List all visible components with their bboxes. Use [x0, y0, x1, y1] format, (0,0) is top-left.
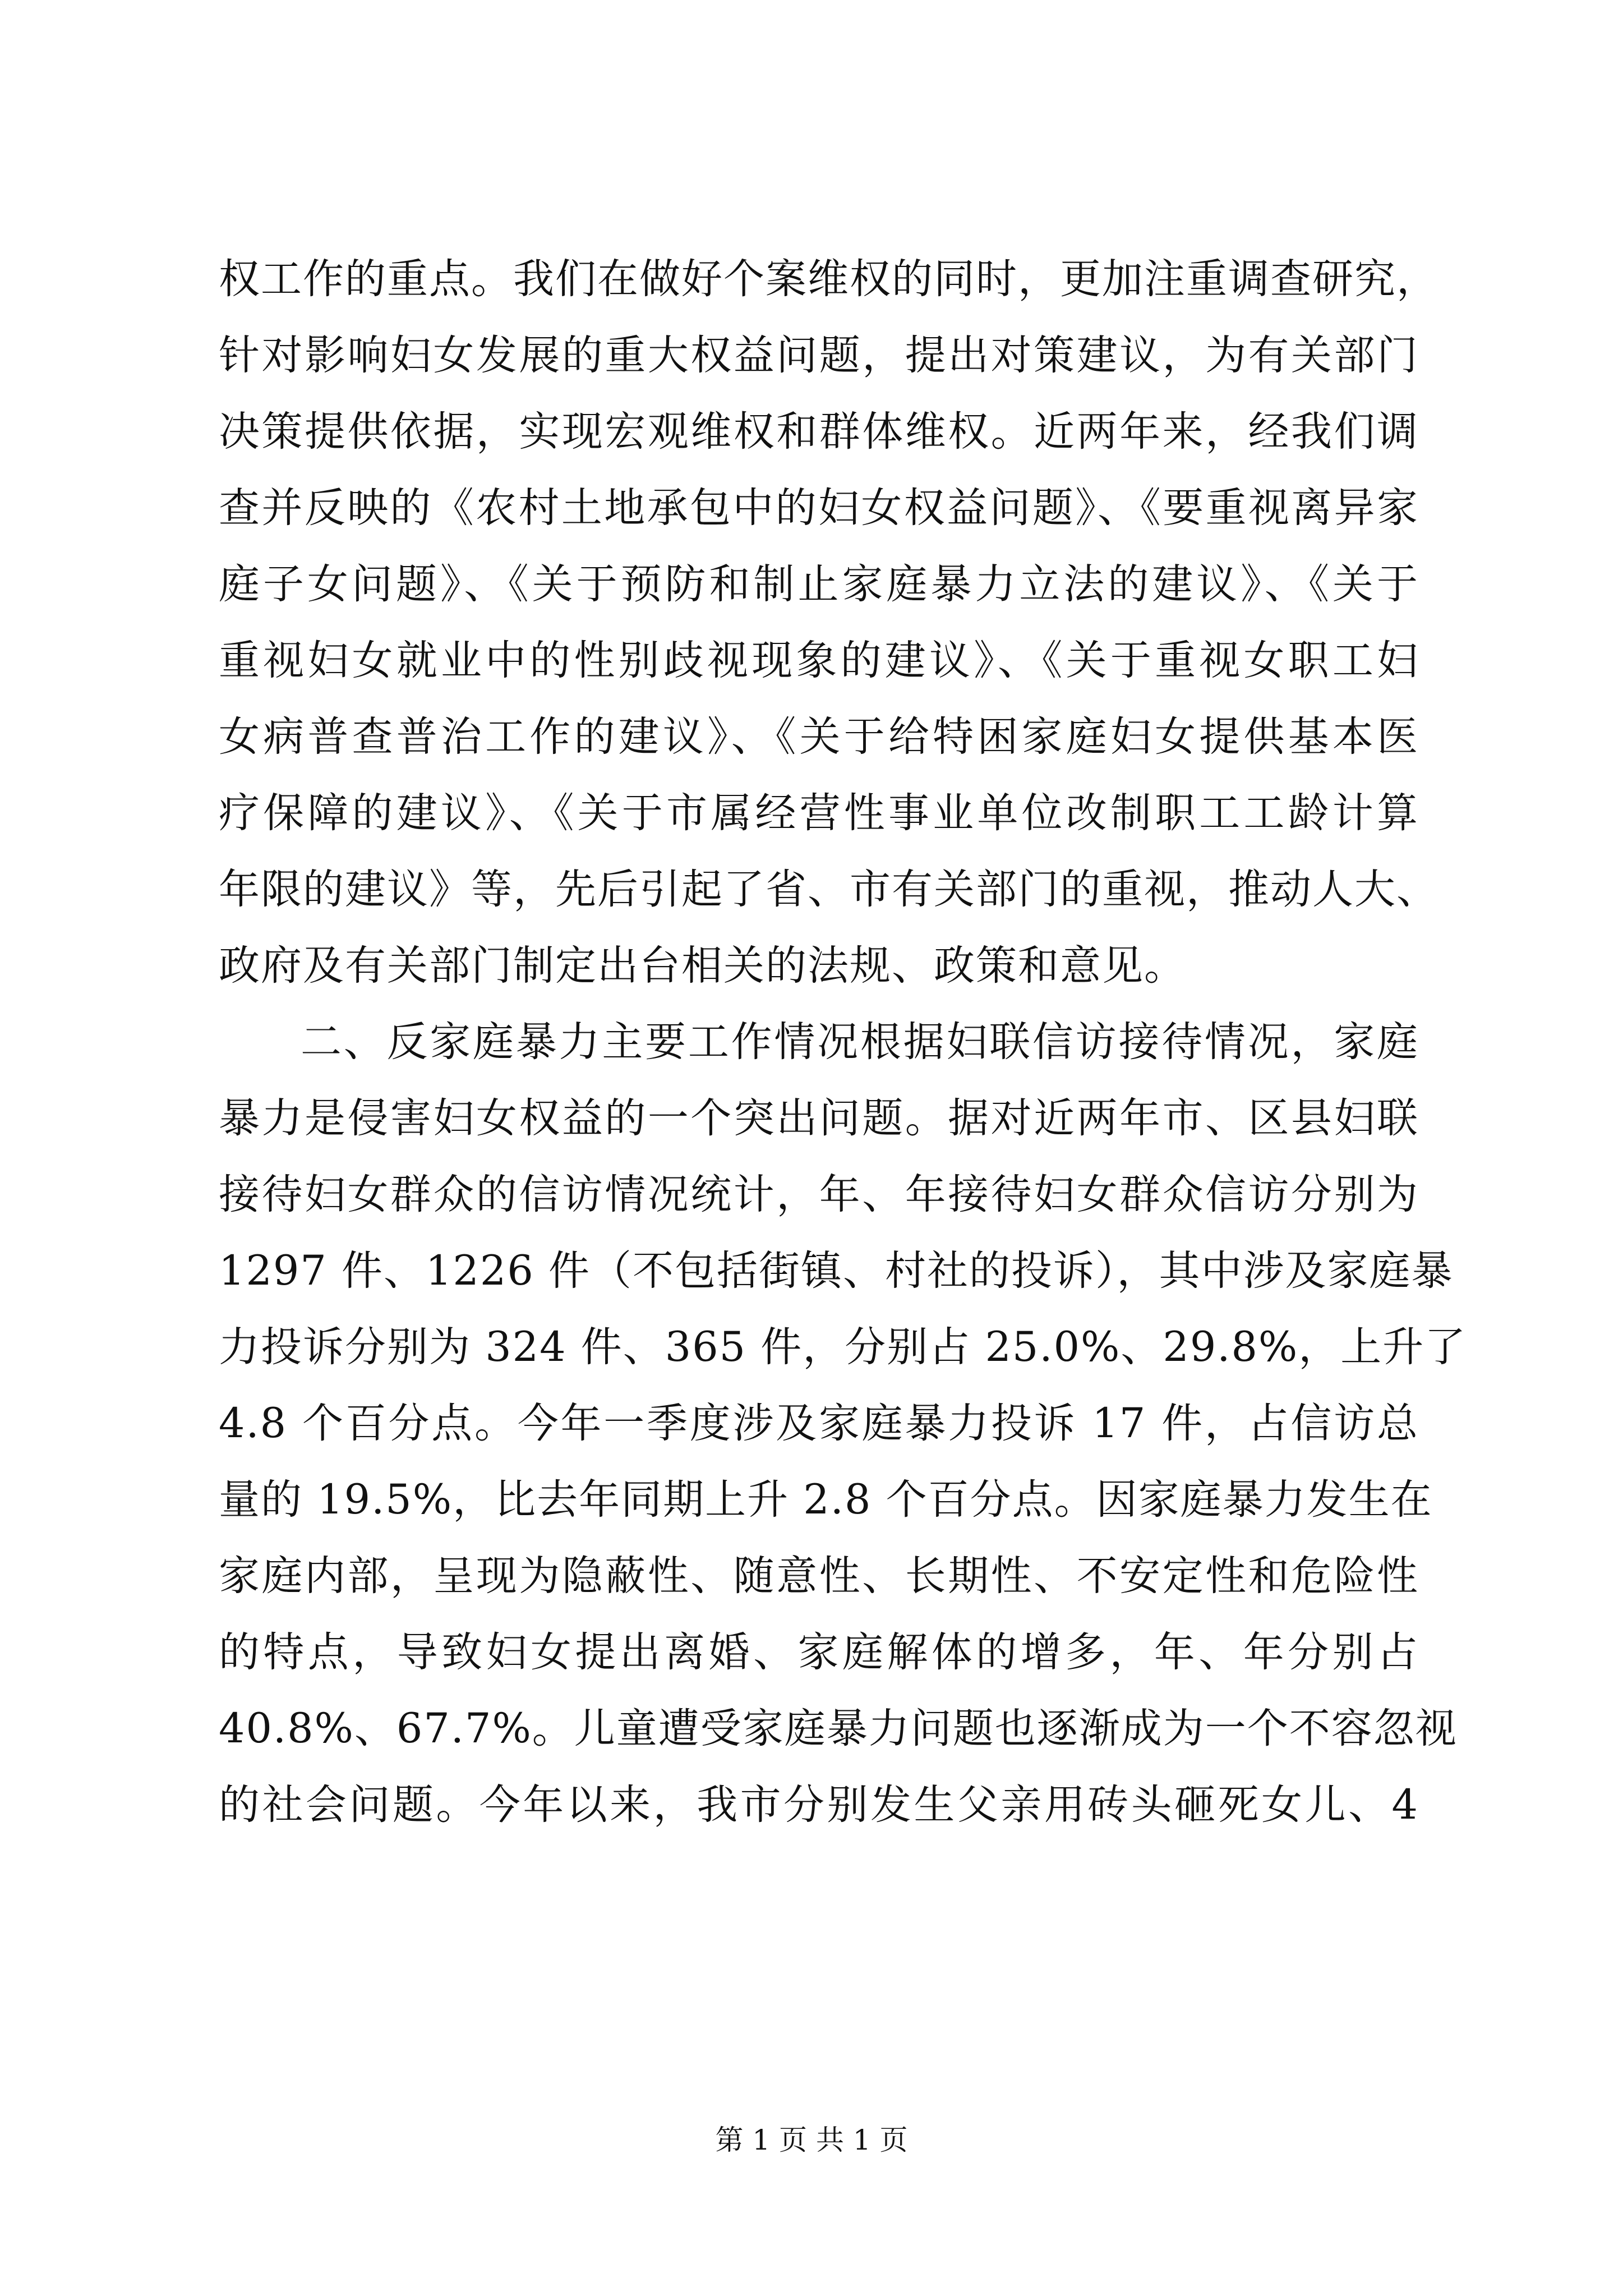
text-line: 女病普查普治工作的建议》、《关于给特困家庭妇女提供基本医	[219, 713, 1419, 761]
text-line: 家庭内部，呈现为隐蔽性、随意性、长期性、不安定性和危险性	[219, 1552, 1419, 1600]
document-body	[219, 241, 1467, 1843]
page-footer	[0, 2123, 1623, 2157]
text-line: 量的 19.5%，比去年同期上升 2.8 个百分点。因家庭暴力发生在	[219, 1476, 1433, 1524]
paragraph-2	[219, 1004, 1467, 1843]
text-line: 年限的建议》等，先后引起了省、市有关部门的重视，推动人大、	[219, 866, 1438, 913]
text-line: 接待妇女群众的信访情况统计，年、年接待妇女群众信访分别为	[219, 1171, 1419, 1218]
text-line: 40.8%、67.7%。儿童遭受家庭暴力问题也逐渐成为一个不容忽视	[219, 1705, 1458, 1752]
text-line: 二、反家庭暴力主要工作情况根据妇联信访接待情况，家庭	[301, 1018, 1419, 1066]
text-line: 1297 件、1226 件（不包括街镇、村社的投诉），其中涉及家庭暴	[219, 1247, 1454, 1295]
text-line: 的社会问题。今年以来，我市分别发生父亲用砖头砸死女儿、4	[219, 1781, 1419, 1829]
text-line: 决策提供依据，实现宏观维权和群体维权。近两年来，经我们调	[219, 408, 1419, 455]
paragraph-1	[219, 241, 1438, 1004]
text-line: 重视妇女就业中的性别歧视现象的建议》、《关于重视女职工妇	[219, 637, 1419, 684]
text-line: 暴力是侵害妇女权益的一个突出问题。据对近两年市、区县妇联	[219, 1094, 1419, 1142]
text-line: 疗保障的建议》、《关于市属经营性事业单位改制职工工龄计算	[219, 789, 1419, 837]
text-line: 4.8 个百分点。今年一季度涉及家庭暴力投诉 17 件，占信访总	[219, 1400, 1419, 1447]
text-line: 的特点，导致妇女提出离婚、家庭解体的增多，年、年分别占	[219, 1628, 1419, 1676]
text-line: 庭子女问题》、《关于预防和制止家庭暴力立法的建议》、《关于	[219, 560, 1419, 608]
text-line: 力投诉分别为 324 件、365 件，分别占 25.0%、29.8%，上升了	[219, 1323, 1467, 1371]
text-line: 针对影响妇女发展的重大权益问题，提出对策建议，为有关部门	[219, 332, 1419, 379]
text-line: 权工作的重点。我们在做好个案维权的同时，更加注重调查研究，	[219, 255, 1438, 303]
page-number-label: 第 1 页 共 1 页	[715, 2124, 908, 2156]
text-line: 政府及有关部门制定出台相关的法规、政策和意见。	[219, 942, 1186, 990]
text-line: 查并反映的《农村土地承包中的妇女权益问题》、《要重视离异家	[219, 484, 1419, 532]
